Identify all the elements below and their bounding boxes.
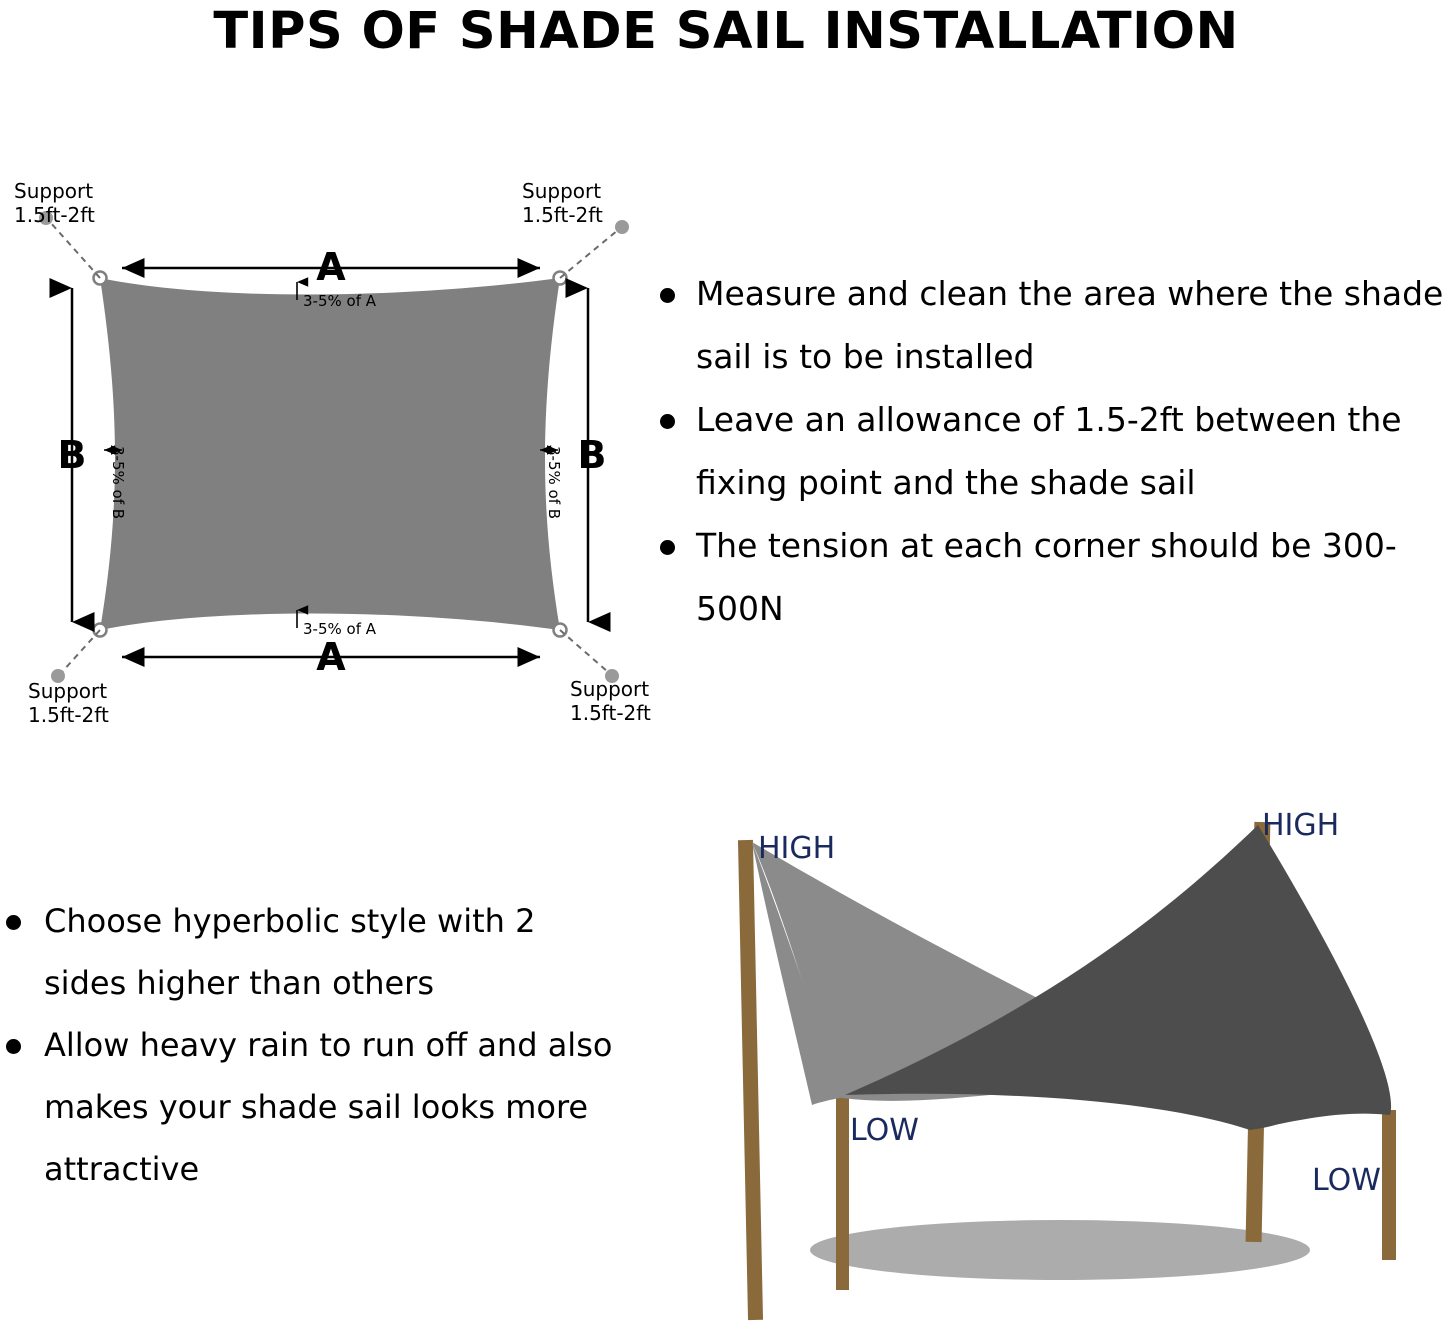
label-high-left: HIGH	[758, 831, 836, 866]
ground-shadow	[810, 1220, 1310, 1280]
label-high-right: HIGH	[1262, 808, 1340, 843]
curve-label-left: 3-5% of B	[109, 446, 127, 520]
page-title: TIPS OF SHADE SAIL INSTALLATION	[213, 2, 1239, 61]
tip-text: Allow heavy rain to run off and also makes your shade sail looks more attractive	[44, 1026, 613, 1188]
post-low-left	[836, 1080, 849, 1290]
label-b-left: B	[57, 433, 87, 477]
support-label-top-right-line2: 1.5ft-2ft	[522, 203, 603, 227]
tip-text: Choose hyperbolic style with 2 sides higher than others	[44, 902, 536, 1002]
support-point-top-right	[615, 220, 629, 234]
hyperbolic-sail-diagram	[640, 780, 1452, 1325]
installation-tips-left	[0, 890, 625, 1200]
list-item	[648, 514, 1448, 640]
list-item	[0, 1014, 625, 1200]
label-low-right: LOW	[1312, 1163, 1381, 1198]
installation-tips-right	[648, 262, 1448, 640]
support-line-top-left	[50, 222, 100, 278]
label-low-left: LOW	[850, 1113, 919, 1148]
bullet-icon	[6, 915, 21, 930]
support-line-bottom-right	[560, 630, 608, 672]
list-item	[648, 388, 1448, 514]
support-label-top-left-line1: Support	[14, 179, 94, 203]
list-item	[0, 890, 625, 1014]
rectangular-sail-diagram	[0, 160, 660, 730]
tip-text: Measure and clean the area where the shade sail is to be installed	[696, 274, 1444, 376]
bullet-icon	[660, 414, 675, 429]
tip-text: Leave an allowance of 1.5-2ft between the fixing point and the shade sail	[696, 400, 1402, 502]
post-high-left	[738, 840, 763, 1320]
support-label-top-right-line1: Support	[522, 179, 602, 203]
curve-label-top: 3-5% of A	[303, 292, 377, 310]
support-label-bottom-right-line1: Support	[570, 677, 650, 701]
support-label-top-left-line2: 1.5ft-2ft	[14, 203, 95, 227]
label-b-right: B	[577, 433, 607, 477]
post-low-right	[1382, 1110, 1396, 1260]
tips-left-list	[0, 890, 625, 1200]
bullet-icon	[660, 288, 675, 303]
bullet-icon	[660, 540, 675, 555]
support-label-bottom-left-line2: 1.5ft-2ft	[28, 703, 109, 727]
sail-shape	[100, 278, 560, 630]
tip-text: The tension at each corner should be 300-500N	[696, 526, 1397, 628]
support-label-bottom-left-line1: Support	[28, 679, 108, 703]
curve-label-right: 3-5% of B	[545, 446, 563, 520]
support-line-bottom-left	[62, 630, 100, 672]
curve-label-bottom: 3-5% of A	[303, 620, 377, 638]
support-label-bottom-right-line2: 1.5ft-2ft	[570, 701, 651, 725]
bullet-icon	[6, 1039, 21, 1054]
list-item	[648, 262, 1448, 388]
tips-right-list	[648, 262, 1448, 640]
label-a-top: A	[316, 245, 346, 289]
support-line-top-right	[560, 230, 618, 278]
label-a-bottom: A	[316, 635, 346, 679]
